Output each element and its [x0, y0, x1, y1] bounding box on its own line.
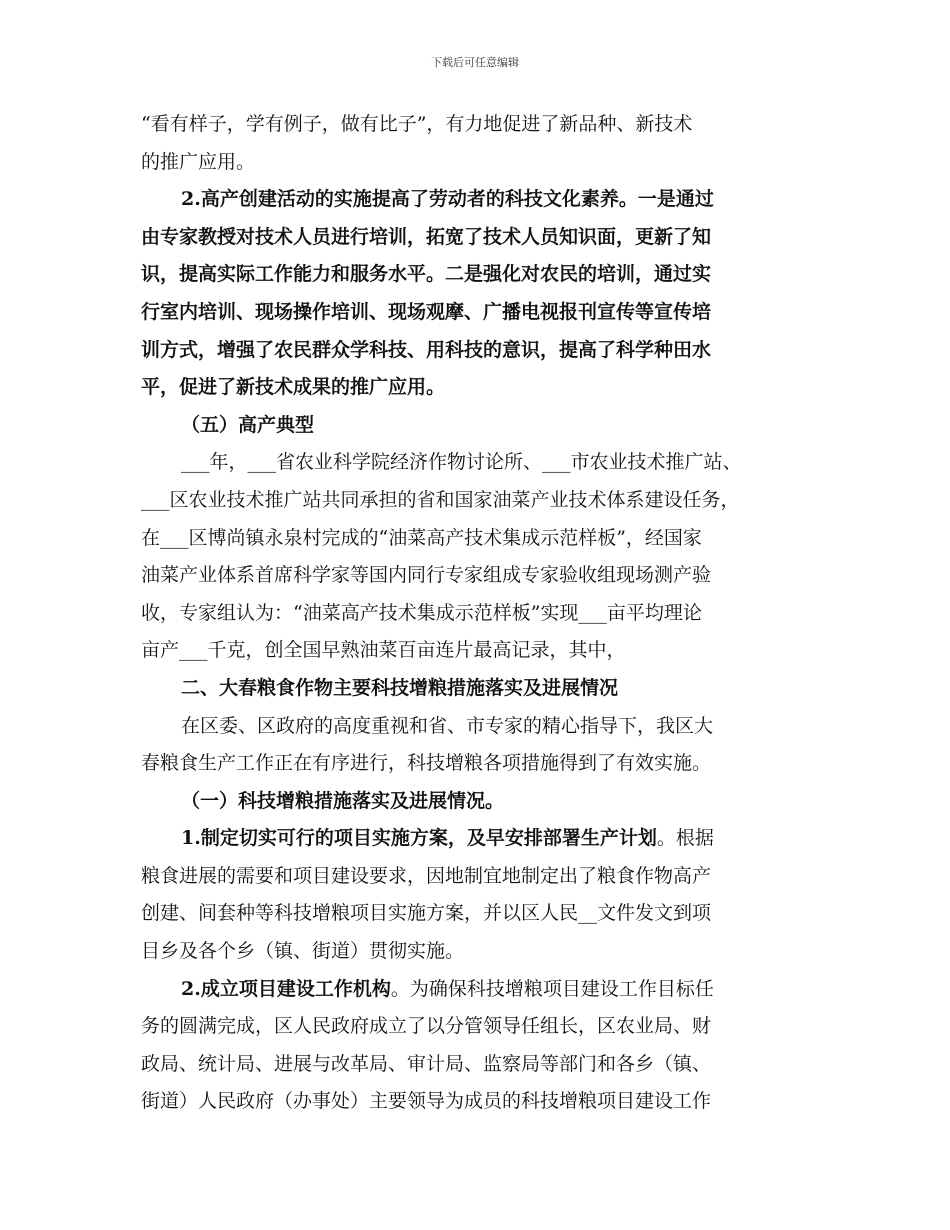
text-line: 在___区博尚镇永泉村完成的“油菜高产技术集成示范样板”，经国家: [141, 526, 702, 549]
text-line: [141, 971, 811, 1009]
text-line: ___年，___省农业科学院经济作物讨论所、___市农业技术推广站、: [181, 451, 742, 474]
text-segment: 2.成立项目建设工作机构: [181, 977, 391, 1000]
text-line: 创建、间套种等科技增粮项目实施方案，并以区人民__文件发文到项: [141, 902, 712, 925]
text-line: 街道）人民政府（办事处）主要领导为成员的科技增粮项目建设工作: [141, 1090, 712, 1113]
page-header-note: 下载后可任意编辑: [431, 56, 519, 69]
text-segment: 。根据: [656, 827, 714, 850]
text-line: 政局、统计局、进展与改革局、审计局、监察局等部门和各乡（镇、: [141, 1052, 712, 1075]
text-line: 训方式，增强了农民群众学科技、用科技的意识，提高了科学种田水: [141, 338, 712, 361]
text-line: 粮食进展的需要和项目建设要求，因地制宜地制定出了粮食作物高产: [141, 864, 712, 887]
text-line: [141, 820, 811, 858]
document-body: [141, 106, 811, 1121]
text-line: 亩产___千克，创全国早熟油菜百亩连片最高记录，其中，: [141, 639, 626, 662]
text-line: 油菜产业体系首席科学家等国内同行专家组成专家验收组现场测产验: [141, 564, 712, 587]
text-line: 务的圆满完成，区人民政府成立了以分管领导任组长，区农业局、财: [141, 1015, 712, 1038]
text-segment: 。为确保科技增粮项目建设工作目标任: [390, 977, 714, 1000]
text-line: （一）科技增粮措施落实及进展情况。: [181, 789, 505, 812]
text-line: “看有样子，学有例子，做有比子”，有力地促进了新品种、新技术: [141, 113, 693, 135]
text-segment: 1.制定切实可行的项目实施方案，及早安排部署生产计划: [181, 827, 657, 850]
text-line: 2.高产创建活动的实施提高了劳动者的科技文化素养。一是通过: [181, 188, 714, 211]
text-line: 二、大春粮食作物主要科技增粮措施落实及进展情况: [181, 676, 619, 699]
text-line: 的推广应用。: [141, 150, 256, 173]
text-line: 春粮食生产工作正在有序进行，科技增粮各项措施得到了有效实施。: [141, 752, 712, 775]
text-line: 行室内培训、现场操作培训、现场观摩、广播电视报刊宣传等宣传培: [141, 300, 712, 323]
text-line: 目乡及各个乡（镇、街道）贯彻实施。: [141, 940, 465, 963]
text-line: 在区委、区政府的高度重视和省、市专家的精心指导下，我区大: [181, 714, 714, 737]
text-line: （五）高产典型: [181, 413, 315, 436]
text-line: 收，专家组认为：“油菜高产技术集成示范样板”实现___亩平均理论: [141, 601, 702, 624]
text-line: 由专家教授对技术人员进行培训，拓宽了技术人员知识面，更新了知: [141, 225, 712, 248]
text-line: 识，提高实际工作能力和服务水平。二是强化对农民的培训，通过实: [141, 263, 712, 286]
text-line: ___区农业技术推广站共同承担的省和国家油菜产业技术体系建设任务，: [141, 488, 740, 511]
text-line: 平，促进了新技术成果的推广应用。: [141, 376, 446, 399]
